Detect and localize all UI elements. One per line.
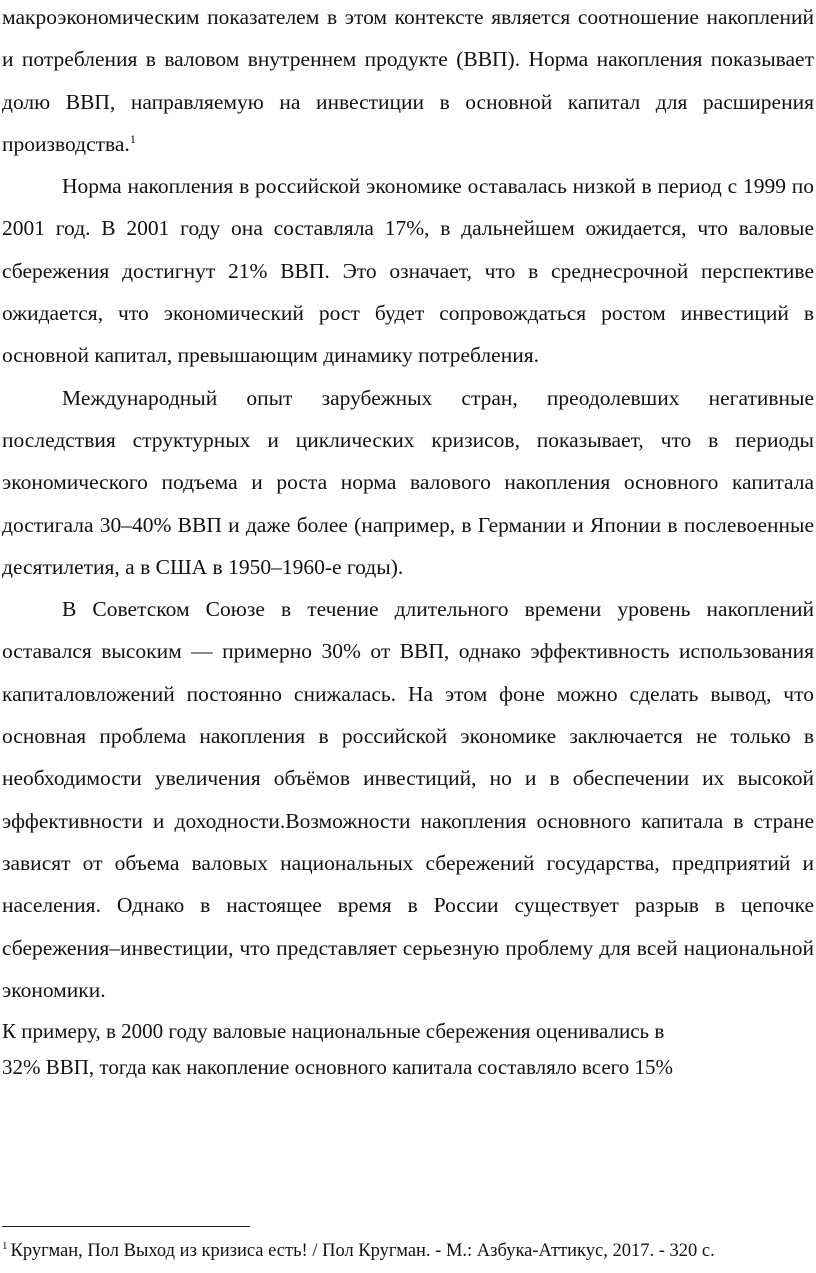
closing-line-1: К примеру, в 2000 году валовые национальные сбережения оценивались в — [2, 1019, 665, 1044]
footnote-text: Кругман, Пол Выход из кризиса есть! / Пол Кругман. - М.: Азбука-Аттикус, 2017. - 320 с. — [10, 1241, 715, 1261]
paragraph-3-text: Международный опыт зарубежных стран, преодолевших негативные последствия структурных и циклических кризисов, показывает, что в периоды экономического подъема и роста норма валового накопления основного капитала достигала 30–40% ВВП и даже более (например, в Германии и Японии в послевоенные десятилетия, а в США в 1950–1960-е годы). — [2, 385, 814, 579]
paragraph-4-text: В Советском Союзе в течение длительного времени уровень накоплений оставался высоким — примерно 30% от ВВП, однако эффективность использования капиталовложений постоянно снижалась. На этом фоне можно сделать вывод, что основная проблема накопления в российской экономике заключается не только в необходимости увеличения объёмов инвестиций, но и в обеспечении их высокой эффективности и доходности.Возможности накопления основного капитала в стране зависят от объема валовых национальных сбережений государства, предприятий и населения. Однако в настоящее время в России существует разрыв в цепочке сбережения–инвестиции, что представляет серьезную проблему для всей национальной экономики. — [2, 597, 814, 1002]
paragraph-4 — [2, 588, 814, 1011]
paragraph-3 — [2, 377, 814, 588]
footnote-separator — [2, 1226, 250, 1227]
footnote-reference: 1 — [129, 131, 136, 146]
footnote-marker: 1 — [2, 1239, 8, 1252]
paragraph-1 — [2, 0, 814, 165]
paragraph-2-text: Норма накопления в российской экономике оставалась низкой в период с 1999 по 2001 год. В 2001 году она составляла 17%, в дальнейшем ожидается, что валовые сбережения достигнут 21% ВВП. Это означает, что в среднесрочной перспективе ожидается, что экономический рост будет сопровождаться ростом инвестиций в основной капитал, превышающим динамику потребления. — [2, 174, 814, 368]
footnote — [2, 1238, 814, 1264]
closing-paragraph — [2, 1013, 814, 1085]
paragraph-2 — [2, 165, 814, 376]
body-text — [2, 0, 814, 1085]
closing-line-2: 32% ВВП, тогда как накопление основного капитала составляло всего 15% — [2, 1055, 674, 1080]
paragraph-1-text: макроэкономическим показателем в этом контексте является соотношение накоплений и потребления в валовом внутреннем продукте (ВВП). Норма накопления показывает долю ВВП, направляемую на инвестиции в основной капитал для расширения производства. — [2, 5, 814, 156]
